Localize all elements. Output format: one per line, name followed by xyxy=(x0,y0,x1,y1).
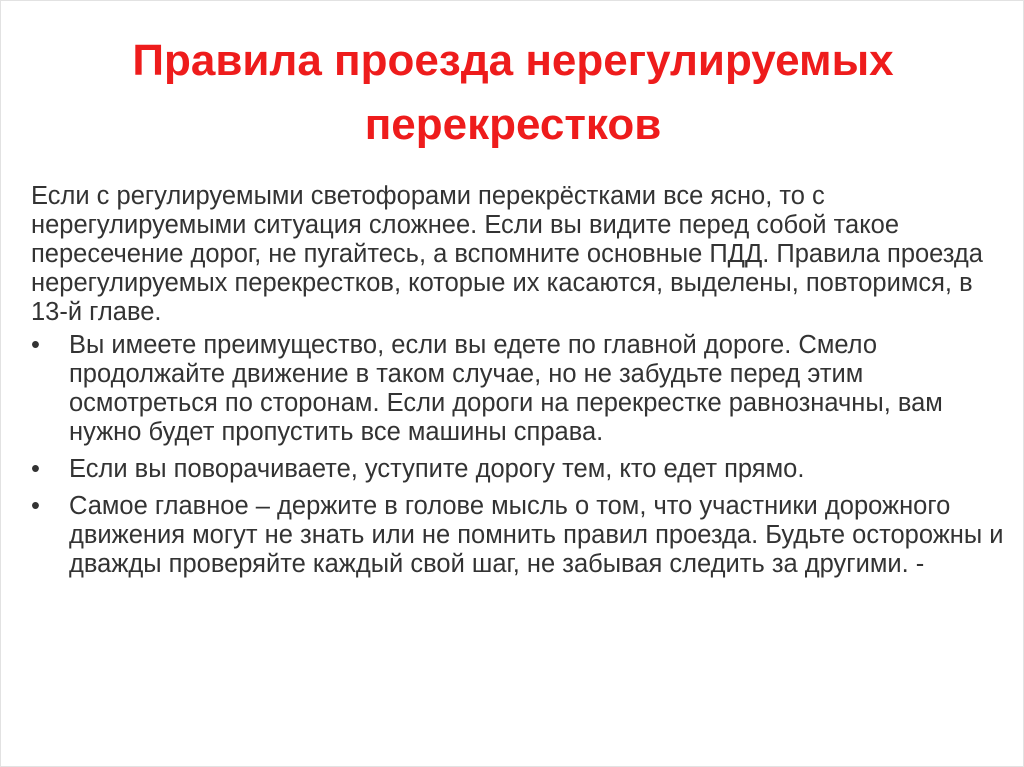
bullet-item-3 xyxy=(31,492,1006,579)
bullet-item-2 xyxy=(31,455,1006,484)
bullet-dot-icon: • xyxy=(31,331,40,359)
intro-paragraph: Если с регулируемыми светофорами перекрёстками все ясно, то с нерегулируемыми ситуация сложнее. Если вы видите перед собой такое пересечение дорог, не пугайтесь, а вспомните основные ПДД. Правила проезда нерегулируемых перекрестков, которые их касаются, выделены, повторимся, в 13-й главе. xyxy=(31,182,983,326)
slide-title: Правила проезда нерегулируемых перекрестков xyxy=(132,36,894,149)
bullet-text-1: Вы имеете преимущество, если вы едете по главной дороге. Смело продолжайте движение в таком случае, но не забудьте перед этим осмотреться по сторонам. Если дороги на перекрестке равнозначны, вам нужно будет пропустить все машины справа. xyxy=(69,331,943,446)
bullet-text-3: Самое главное – держите в голове мысль о том, что участники дорожного движения могут не знать или не помнить правил проезда. Будьте осторожны и дважды проверяйте каждый свой шаг, не забывая следить за другими. - xyxy=(69,492,1004,578)
bullet-list xyxy=(31,331,1006,579)
bullet-item-1 xyxy=(31,331,1006,447)
slide-body xyxy=(31,182,1006,587)
bullet-dot-icon: • xyxy=(31,492,40,520)
bullet-dot-icon: • xyxy=(31,455,40,483)
bullet-text-2: Если вы поворачиваете, уступите дорогу тем, кто едет прямо. xyxy=(69,455,805,483)
